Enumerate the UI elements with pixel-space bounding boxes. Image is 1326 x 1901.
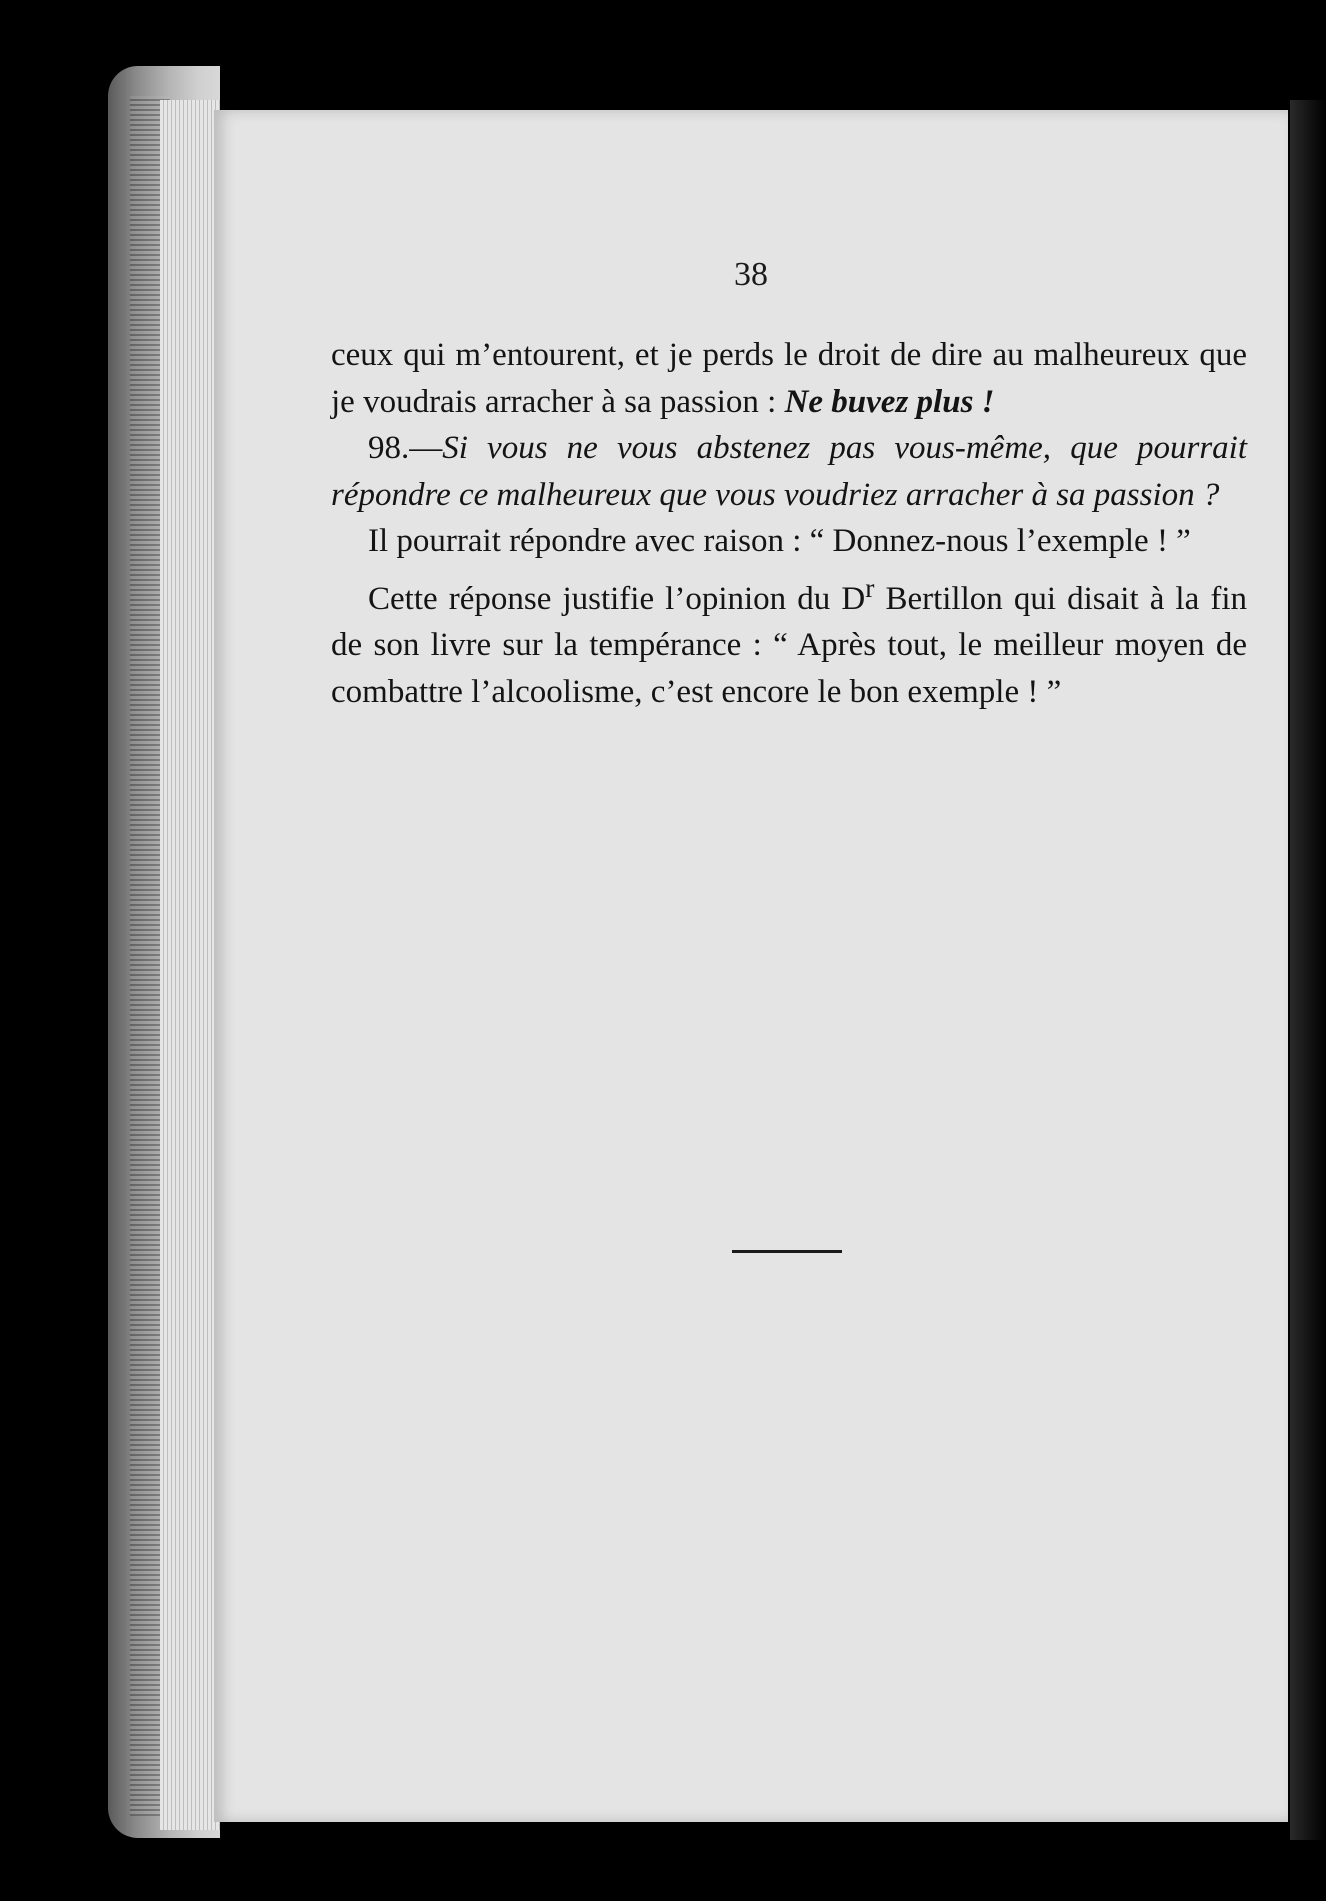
- book-page: [214, 110, 1288, 1822]
- paragraph-text-end: Bertillon qui disait à la fin de son livre sur la tempérance : “ Après tout, le meilleur moyen de combattre l’alcoolisme, c’est encore le bon exemple ! ”: [331, 580, 1247, 710]
- question-number: 98.—: [368, 430, 443, 466]
- closing-paragraph: [331, 565, 1247, 716]
- question-text: Si vous ne vous abstenez pas vous-même, que pourrait répondre ce malheureux que vous voudriez arracher à sa passion ?: [331, 430, 1247, 513]
- page-text: [331, 332, 1247, 715]
- question-paragraph: [331, 425, 1247, 518]
- paragraph-text: ceux qui m’entourent, et je perds le droit de dire au malheureux que je voudrais arracher à sa passion :: [331, 337, 1247, 420]
- emphasized-quote: Ne buvez plus !: [784, 383, 995, 420]
- page-edges: [160, 100, 220, 1830]
- paragraph-continuation: [331, 332, 1247, 425]
- answer-paragraph: Il pourrait répondre avec raison : “ Donnez-nous l’exemple ! ”: [368, 523, 1191, 559]
- superscript: r: [865, 571, 875, 603]
- facing-page-edge: [1290, 100, 1326, 1840]
- end-rule: [732, 1250, 842, 1253]
- paragraph-text-start: Cette réponse justifie l’opinion du D: [368, 580, 866, 617]
- page-number: 38: [734, 256, 768, 293]
